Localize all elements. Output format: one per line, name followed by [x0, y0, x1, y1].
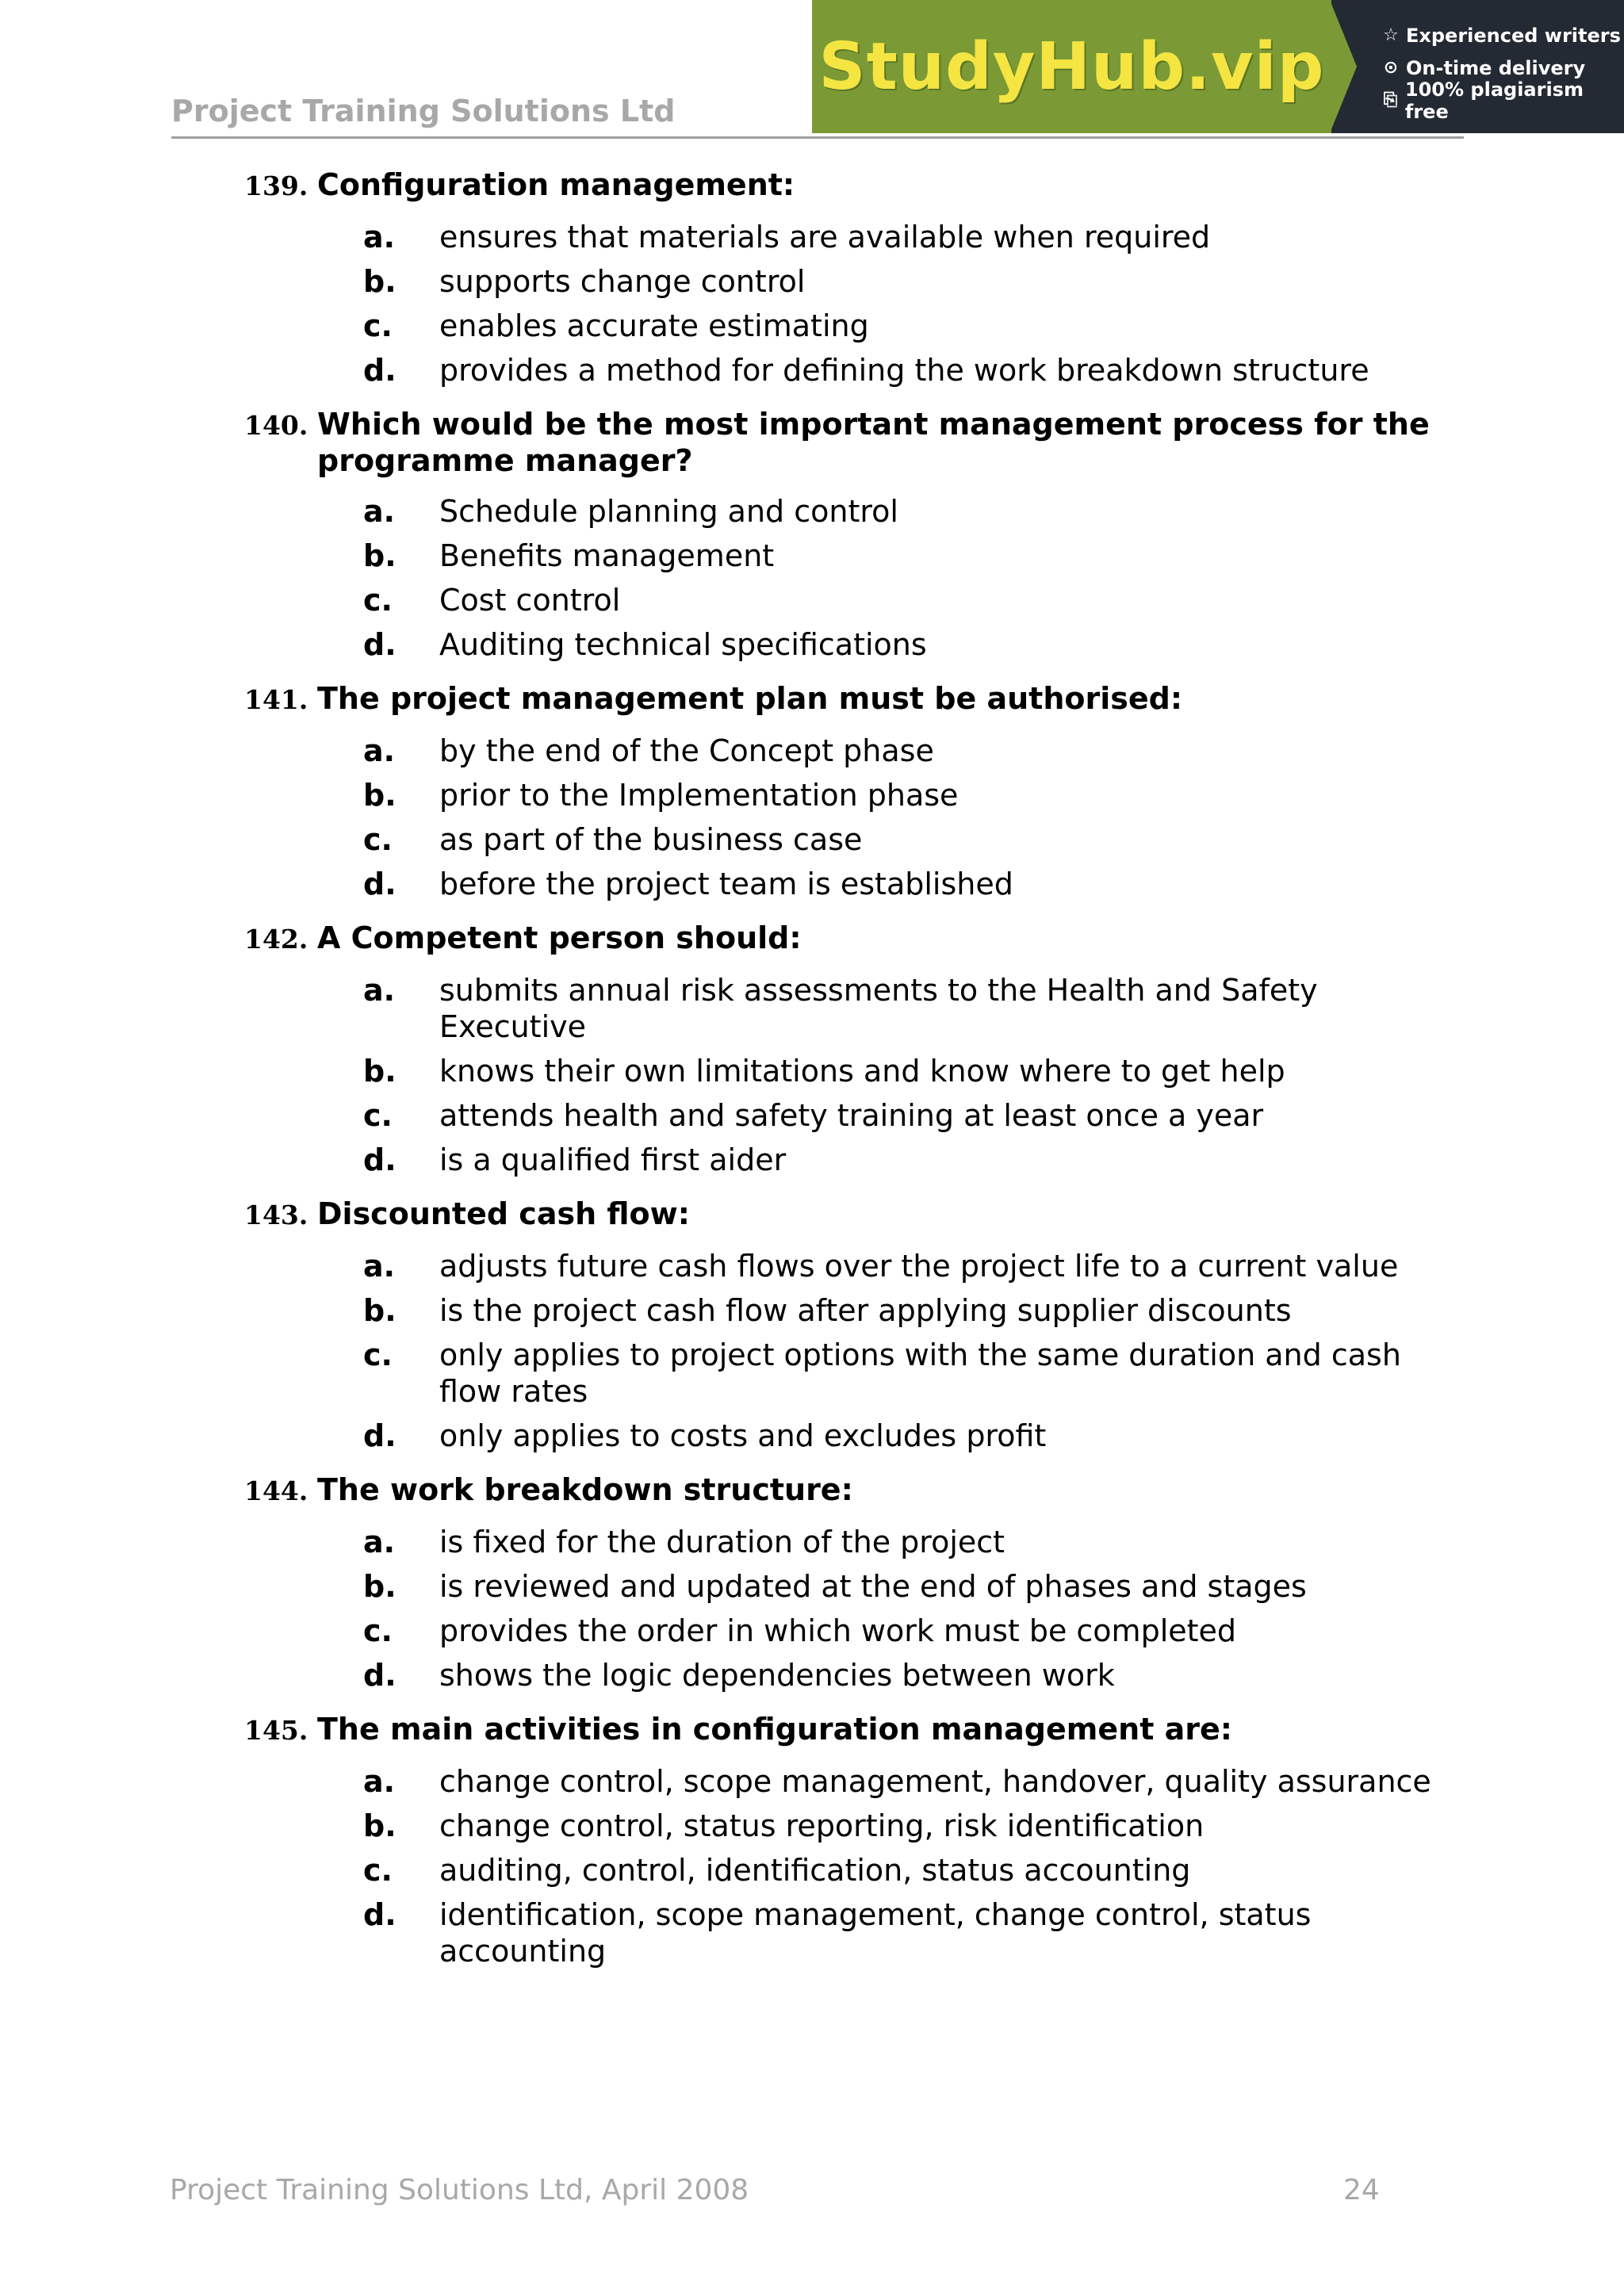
- option-letter: d.: [363, 867, 396, 901]
- question-header: [244, 166, 1465, 205]
- question-item: [244, 1471, 1465, 1693]
- question-text: Configuration management:: [317, 167, 795, 202]
- page-header-title: Project Training Solutions Ltd: [171, 94, 676, 128]
- answer-option: [363, 219, 1465, 255]
- answer-options: [363, 219, 1465, 388]
- answer-option: [363, 733, 1465, 769]
- question-number: 144.: [244, 1475, 308, 1506]
- question-item: [244, 1196, 1465, 1454]
- option-letter: a.: [363, 733, 396, 768]
- answer-option: [363, 538, 1465, 574]
- question-text: The work breakdown structure:: [317, 1472, 853, 1507]
- option-text: is a qualified first aider: [439, 1142, 787, 1177]
- option-letter: c.: [363, 583, 393, 618]
- question-text: The main activities in configuration management are:: [317, 1712, 1232, 1747]
- question-header: [244, 406, 1465, 479]
- footer-text: Project Training Solutions Ltd, April 2008: [170, 2174, 749, 2206]
- question-text: A Competent person should:: [317, 920, 802, 955]
- option-letter: c.: [363, 1613, 393, 1648]
- option-letter: a.: [363, 494, 396, 529]
- option-letter: c.: [363, 822, 393, 857]
- option-text: Benefits management: [439, 538, 775, 573]
- option-text: Schedule planning and control: [439, 494, 898, 529]
- answer-option: [363, 1613, 1465, 1649]
- studyhub-banner[interactable]: [812, 0, 1624, 133]
- answer-options: [363, 1524, 1465, 1693]
- banner-feature: [1381, 78, 1624, 123]
- option-letter: d.: [363, 1897, 396, 1932]
- answer-option: [363, 1053, 1465, 1089]
- page-number: 24: [1343, 2174, 1380, 2206]
- question-item: [244, 406, 1465, 663]
- option-text: knows their own limitations and know where to get help: [439, 1054, 1285, 1089]
- question-header: [244, 1196, 1465, 1234]
- question-number: 141.: [244, 684, 308, 715]
- option-letter: b.: [363, 1054, 396, 1089]
- option-letter: b.: [363, 264, 396, 299]
- question-number: 142.: [244, 924, 308, 955]
- option-letter: a.: [363, 1249, 396, 1284]
- option-text: identification, scope management, change control, status accounting: [439, 1897, 1312, 1969]
- option-letter: d.: [363, 627, 396, 662]
- option-letter: b.: [363, 778, 396, 813]
- option-letter: b.: [363, 1569, 396, 1604]
- option-letter: a.: [363, 1525, 396, 1559]
- answer-option: [363, 1524, 1465, 1560]
- answer-option: [363, 1097, 1465, 1134]
- option-letter: c.: [363, 1098, 393, 1133]
- question-header: [244, 1711, 1465, 1749]
- option-text: ensures that materials are available when required: [439, 220, 1211, 254]
- option-letter: d.: [363, 1142, 396, 1177]
- option-text: before the project team is established: [439, 867, 1013, 901]
- question-number: 145.: [244, 1715, 308, 1746]
- option-letter: c.: [363, 1853, 393, 1888]
- question-item: [244, 920, 1465, 1178]
- answer-options: [363, 1248, 1465, 1454]
- answer-option: [363, 1808, 1465, 1844]
- option-text: submits annual risk assessments to the Health and Safety Executive: [439, 973, 1318, 1044]
- question-header: [244, 920, 1465, 958]
- option-text: change control, status reporting, risk identification: [439, 1808, 1205, 1843]
- star-icon: ☆: [1383, 25, 1399, 45]
- question-text: Discounted cash flow:: [317, 1196, 690, 1231]
- banner-features: [1331, 0, 1624, 133]
- answer-option: [363, 1568, 1465, 1605]
- option-text: by the end of the Concept phase: [439, 733, 934, 768]
- question-text: The project management plan must be authorised:: [317, 681, 1183, 716]
- option-text: Cost control: [439, 583, 621, 618]
- option-text: is reviewed and updated at the end of phases and stages: [439, 1569, 1307, 1604]
- option-letter: d.: [363, 353, 396, 388]
- answer-option: [363, 821, 1465, 858]
- option-letter: d.: [363, 1658, 396, 1693]
- option-letter: a.: [363, 220, 396, 254]
- option-text: Auditing technical specifications: [439, 627, 927, 662]
- option-text: adjusts future cash flows over the project life to a current value: [439, 1249, 1399, 1284]
- question-text: Which would be the most important management process for the programme manager?: [317, 407, 1430, 478]
- answer-option: [363, 1657, 1465, 1693]
- header-divider: [171, 136, 1464, 139]
- option-text: shows the logic dependencies between work: [439, 1658, 1115, 1693]
- option-text: change control, scope management, handover, quality assurance: [439, 1764, 1431, 1799]
- answer-option: [363, 777, 1465, 813]
- banner-feature-text: On-time delivery: [1406, 56, 1586, 79]
- answer-option: [363, 1852, 1465, 1888]
- answer-options: [363, 972, 1465, 1178]
- option-text: only applies to costs and excludes profit: [439, 1418, 1047, 1453]
- question-number: 140.: [244, 410, 308, 441]
- question-number: 143.: [244, 1200, 308, 1230]
- option-text: provides the order in which work must be completed: [439, 1613, 1237, 1648]
- option-letter: c.: [363, 1337, 393, 1372]
- option-text: attends health and safety training at least once a year: [439, 1098, 1264, 1133]
- option-letter: b.: [363, 1808, 396, 1843]
- option-text: supports change control: [439, 264, 806, 299]
- banner-feature: [1381, 19, 1624, 52]
- question-header: [244, 1471, 1465, 1510]
- answer-option: [363, 866, 1465, 902]
- option-text: prior to the Implementation phase: [439, 778, 959, 813]
- answer-option: [363, 1292, 1465, 1329]
- banner-feature-text: 100% plagiarism free: [1404, 78, 1584, 123]
- question-number: 139.: [244, 170, 308, 201]
- option-text: provides a method for defining the work breakdown structure: [439, 353, 1369, 388]
- question-header: [244, 680, 1465, 718]
- answer-option: [363, 1337, 1465, 1410]
- answer-option: [363, 1418, 1465, 1454]
- option-letter: a.: [363, 973, 396, 1008]
- question-list: [244, 166, 1465, 1987]
- answer-option: [363, 493, 1465, 530]
- answer-options: [363, 733, 1465, 902]
- answer-option: [363, 626, 1465, 663]
- answer-option: [363, 1142, 1465, 1178]
- option-letter: d.: [363, 1418, 396, 1453]
- answer-options: [363, 1763, 1465, 1969]
- option-letter: b.: [363, 1293, 396, 1328]
- studyhub-logo[interactable]: StudyHub.vip: [812, 0, 1331, 133]
- option-letter: c.: [363, 308, 393, 343]
- answer-option: [363, 263, 1465, 300]
- option-letter: a.: [363, 1764, 396, 1799]
- option-letter: b.: [363, 538, 396, 573]
- answer-option: [363, 352, 1465, 388]
- clock-icon: ⊙: [1383, 58, 1399, 78]
- answer-option: [363, 1248, 1465, 1284]
- answer-options: [363, 493, 1465, 663]
- answer-option: [363, 1896, 1465, 1969]
- option-text: is fixed for the duration of the project: [439, 1525, 1005, 1559]
- question-item: [244, 1711, 1465, 1969]
- document-check-icon: ⎘: [1383, 90, 1398, 110]
- answer-option: [363, 582, 1465, 618]
- option-text: is the project cash flow after applying supplier discounts: [439, 1293, 1292, 1328]
- banner-feature-text: Experienced writers: [1406, 24, 1621, 47]
- option-text: as part of the business case: [439, 822, 863, 857]
- question-item: [244, 166, 1465, 388]
- option-text: only applies to project options with the same duration and cash flow rates: [439, 1337, 1401, 1409]
- option-text: auditing, control, identification, status accounting: [439, 1853, 1191, 1888]
- answer-option: [363, 972, 1465, 1045]
- answer-option: [363, 308, 1465, 344]
- answer-option: [363, 1763, 1465, 1800]
- option-text: enables accurate estimating: [439, 308, 869, 343]
- question-item: [244, 680, 1465, 902]
